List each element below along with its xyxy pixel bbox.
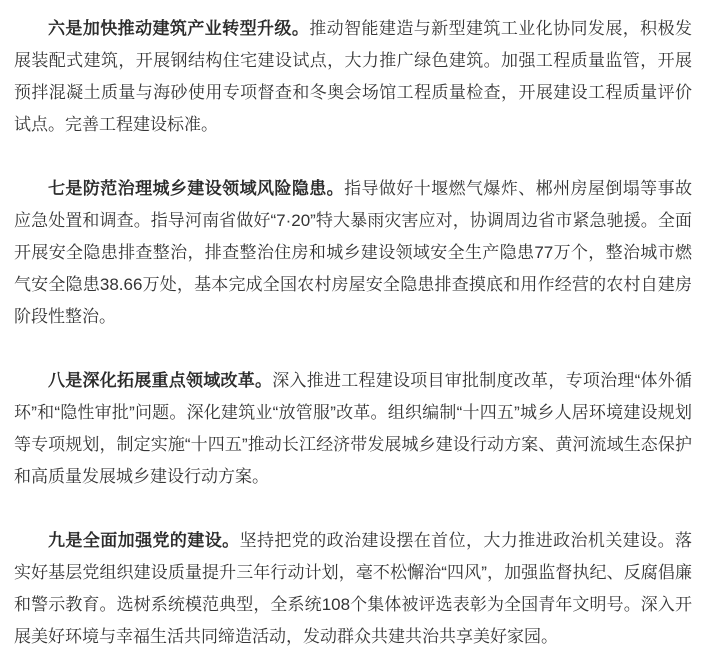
paragraph-9-lead: 九是全面加强党的建设。	[48, 531, 240, 550]
paragraph-8-lead: 八是深化拓展重点领域改革。	[48, 371, 273, 390]
paragraph-9	[14, 525, 692, 653]
paragraph-6-lead: 六是加快推动建筑产业转型升级。	[48, 19, 310, 38]
paragraph-6	[14, 13, 692, 141]
paragraph-7	[14, 173, 692, 333]
paragraph-7-text: 指导做好十堰燃气爆炸、郴州房屋倒塌等事故应急处置和调查。指导河南省做好“7·20”特大暴雨灾害应对，协调周边省市紧急驰援。全面开展安全隐患排查整治，排查整治住房和城乡建设领域安全生产隐患77万个，整治城市燃气安全隐患38.66万处，基本完成全国农村房屋安全隐患排查摸底和用作经营的农村自建房阶段性整治。	[14, 179, 693, 326]
paragraph-7-lead: 七是防范治理城乡建设领域风险隐患。	[48, 179, 345, 198]
paragraph-6-text: 推动智能建造与新型建筑工业化协同发展，积极发展装配式建筑，开展钢结构住宅建设试点，大力推广绿色建筑。加强工程质量监管，开展预拌混凝土质量与海砂使用专项督查和冬奥会场馆工程质量检查，开展建设工程质量评价试点。完善工程建设标准。	[14, 19, 692, 134]
paragraph-8	[14, 365, 692, 493]
paragraph-8-text: 深入推进工程建设项目审批制度改革，专项治理“体外循环”和“隐性审批”问题。深化建筑业“放管服”改革。组织编制“十四五”城乡人居环境建设规划等专项规划，制定实施“十四五”推动长江经济带发展城乡建设行动方案、黄河流域生态保护和高质量发展城乡建设行动方案。	[14, 371, 692, 486]
paragraph-9-text: 坚持把党的政治建设摆在首位，大力推进政治机关建设。落实好基层党组织建设质量提升三年行动计划，毫不松懈治“四风”，加强监督执纪、反腐倡廉和警示教育。选树系统模范典型，全系统108个集体被评选表彰为全国青年文明号。深入开展美好环境与幸福生活共同缔造活动，发动群众共建共治共享美好家园。	[14, 531, 693, 646]
